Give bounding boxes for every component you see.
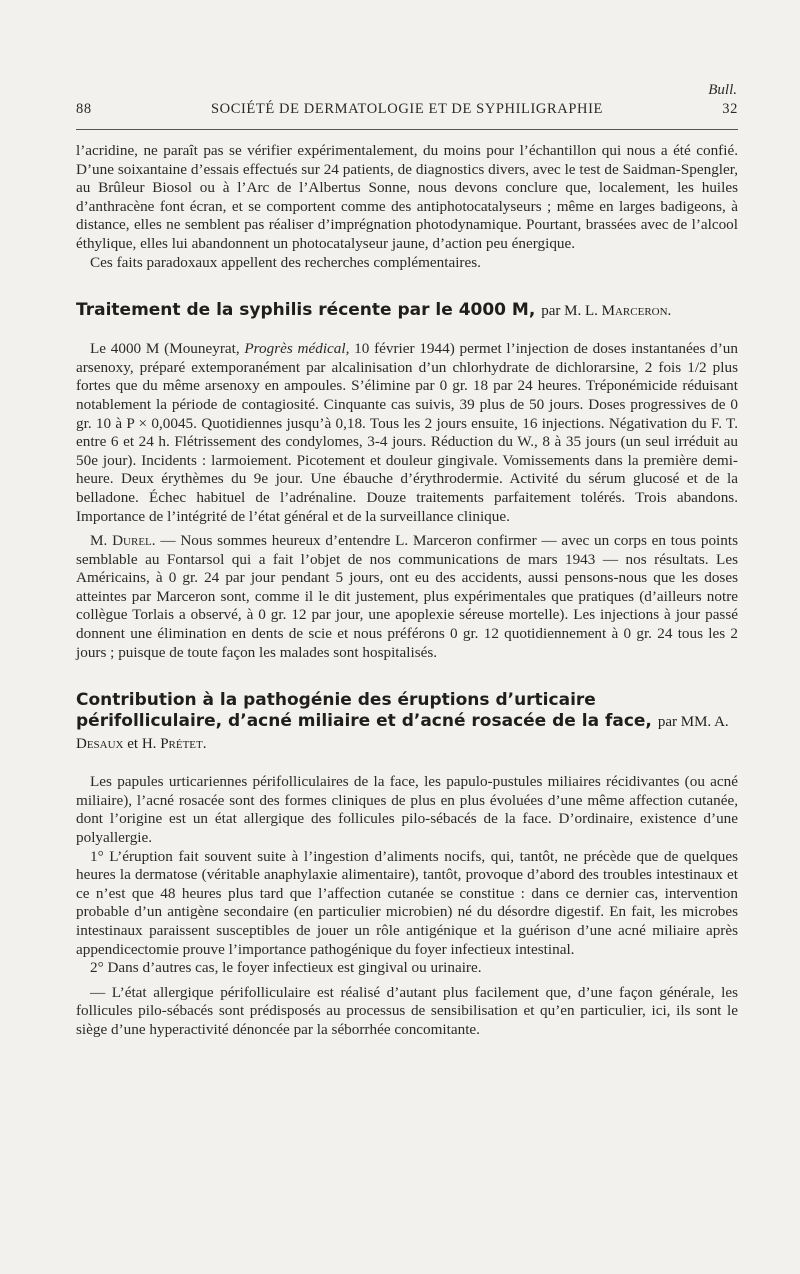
page-number: 88 — [76, 101, 92, 117]
section-authors-2: par MM. A. Desaux et H. Prétet. — [76, 714, 729, 753]
section-authors-1: par M. L. Marceron. — [541, 303, 672, 320]
journal-citation: Progrès médical, — [244, 340, 350, 358]
corner-note: Bull. — [708, 82, 737, 98]
author-marceron: Marceron. — [601, 303, 672, 320]
section2-paragraph-3: 2° Dans d’autres cas, le foyer infectieux est gingival ou urinaire. — [90, 959, 482, 977]
discussion-speaker: M. Durel. — [90, 532, 156, 550]
volume-number: 32 — [722, 101, 738, 117]
header-rule — [76, 129, 738, 130]
intro-paragraph-1: l’acridine, ne paraît pas se vérifier expérimentalement, du moins pour l’échantillon qui nous a été confié. D’une soixantaine d’essais effectués sur 24 patients, de diagnostics divers, avec le test de Saidman-Spengler, au Brûleur Biosol ou à l’Arc de l’Albertus Sonne, nous devons conclure que, localement, les huiles d’anthracène font écran, et se comportent comme des antiphotocatalyseurs ; même en larges badigeons, à distance, elles ne semblent pas réaliser d’imprégnation photodynamique. Pourtant, brassées avec de l’alcool éthylique, elles lui abandonnent un photocatalyseur jaune, d’action peu énergique. — [76, 142, 738, 252]
section-heading-2 — [76, 690, 738, 755]
section-heading-1 — [76, 300, 738, 322]
intro-paragraph-2: Ces faits paradoxaux appellent des recherches complémentaires. — [90, 253, 481, 271]
section1-paragraph: Le 4000 M (Mouneyrat, Progrès médical, 10 février 1944) permet l’injection de doses instantanées d’un arsenoxy, préparé extemporanément par alcalinisation d’un chlorhydrate de dichlorarsine, 2 fois 1/2 plus fortes que du même arsenoxy en ampoules. S’élimine par 0 gr. 18 par 24 heures. Tréponémicide réduisant notablement la période de contagiosité. Cinquante cas suivis, 39 plus de 50 jours. Doses progressives de 0 gr. 10 à P × 0,0045. Quotidiennes jusqu’à 0,18. Tous les 2 jours ensuite, 16 injections. Négativation du F. T. entre 6 et 24 h. Flétrissement des condylomes, 3-4 jours. Réduction du W., 8 à 35 jours (un seul irréduit au 50e jour). Incidents : larmoiement. Picotement et douleur gingivale. Vomissements dans la première demi-heure. Deux érythèmes du 9e jour. Une ébauche d’érythrodermie. Activité du sérum glucosé et de la belladone. Échec habituel de l’adrénaline. Douze traitements parfaitement tolérés. Trois abandons. Importance de l’intégrité de l’état général et de la surveillance clinique. — [76, 340, 738, 525]
running-head — [76, 101, 738, 125]
journal-title: SOCIÉTÉ DE DERMATOLOGIE ET DE SYPHILIGRAPHIE — [211, 101, 603, 117]
section-title-1: Traitement de la syphilis récente par le 4000 M, — [76, 300, 536, 321]
section2-paragraph-4: — L’état allergique périfolliculaire est réalisé d’autant plus facilement que, d’une façon générale, les follicules pilo-sébacés sont prédisposés au processus de sensibilisation et qu’en particulier, ici, ils sont le siège d’une hyperactivité dénoncée par la séborrhée concomitante. — [76, 983, 738, 1038]
author-desaux: Desaux — [76, 736, 124, 753]
section2-paragraph-2: 1° L’éruption fait souvent suite à l’ingestion d’aliments nocifs, qui, tantôt, ne précède que de quelques heures la dermatose (véritable anaphylaxie alimentaire), tantôt, provoque d’abord des troubles intestinaux et ce n’est que 48 heures plus tard que l’affection cutanée se constitue : dans ce dernier cas, intervention probable d’un antigène secondaire (en particulier microbien) né du désordre digestif. En fait, les microbes intestinaux paraissent susceptibles de jouer un rôle antigénique et la guérison d’une acné miliaire après appendicectomie prouve l’importance pathogénique du foyer infectieux intestinal. — [76, 847, 738, 958]
author-pretet: Prétet. — [160, 736, 207, 753]
section2-paragraph-1: Les papules urticariennes périfolliculaires de la face, les papulo-pustules miliaires récidivantes (ou acné miliaire), l’acné rosacée sont des formes cliniques de plus en plus évoluées d’une même affection cutanée, dont l’origine est un état allergique des follicules pilo-sébacés de la face. D’ordinaire, existence d’une polyallergie. — [76, 773, 738, 847]
discussion-paragraph: M. Durel. — Nous sommes heureux d’entendre L. Marceron confirmer — avec un corps en tous points semblable au Fontarsol qui a fait l’objet de nos communications de mars 1943 — nos résultats. Les Américains, à 0 gr. 24 par jour pendant 5 jours, ont eu des accidents, aussi pensons-nous que les doses atteintes par Marceron sont, comme il le dit justement, plus expérimentales que pratiques (d’ailleurs notre collègue Torlais a observé, à 0 gr. 12 par jour, une apoplexie séreuse mortelle). Les injections à jour passé donnent une élimination en dents de scie et nous préférons 0 gr. 12 quotidiennement à 0 gr. 24 tous les 2 jours ; puisque de toute façon les malades sont hospitalisés. — [76, 532, 738, 661]
article-body — [76, 142, 738, 1040]
section-title-2: Contribution à la pathogénie des éruptions d’urticaire périfolliculaire, d’acné miliaire et d’acné rosacée de la face, — [76, 690, 652, 732]
